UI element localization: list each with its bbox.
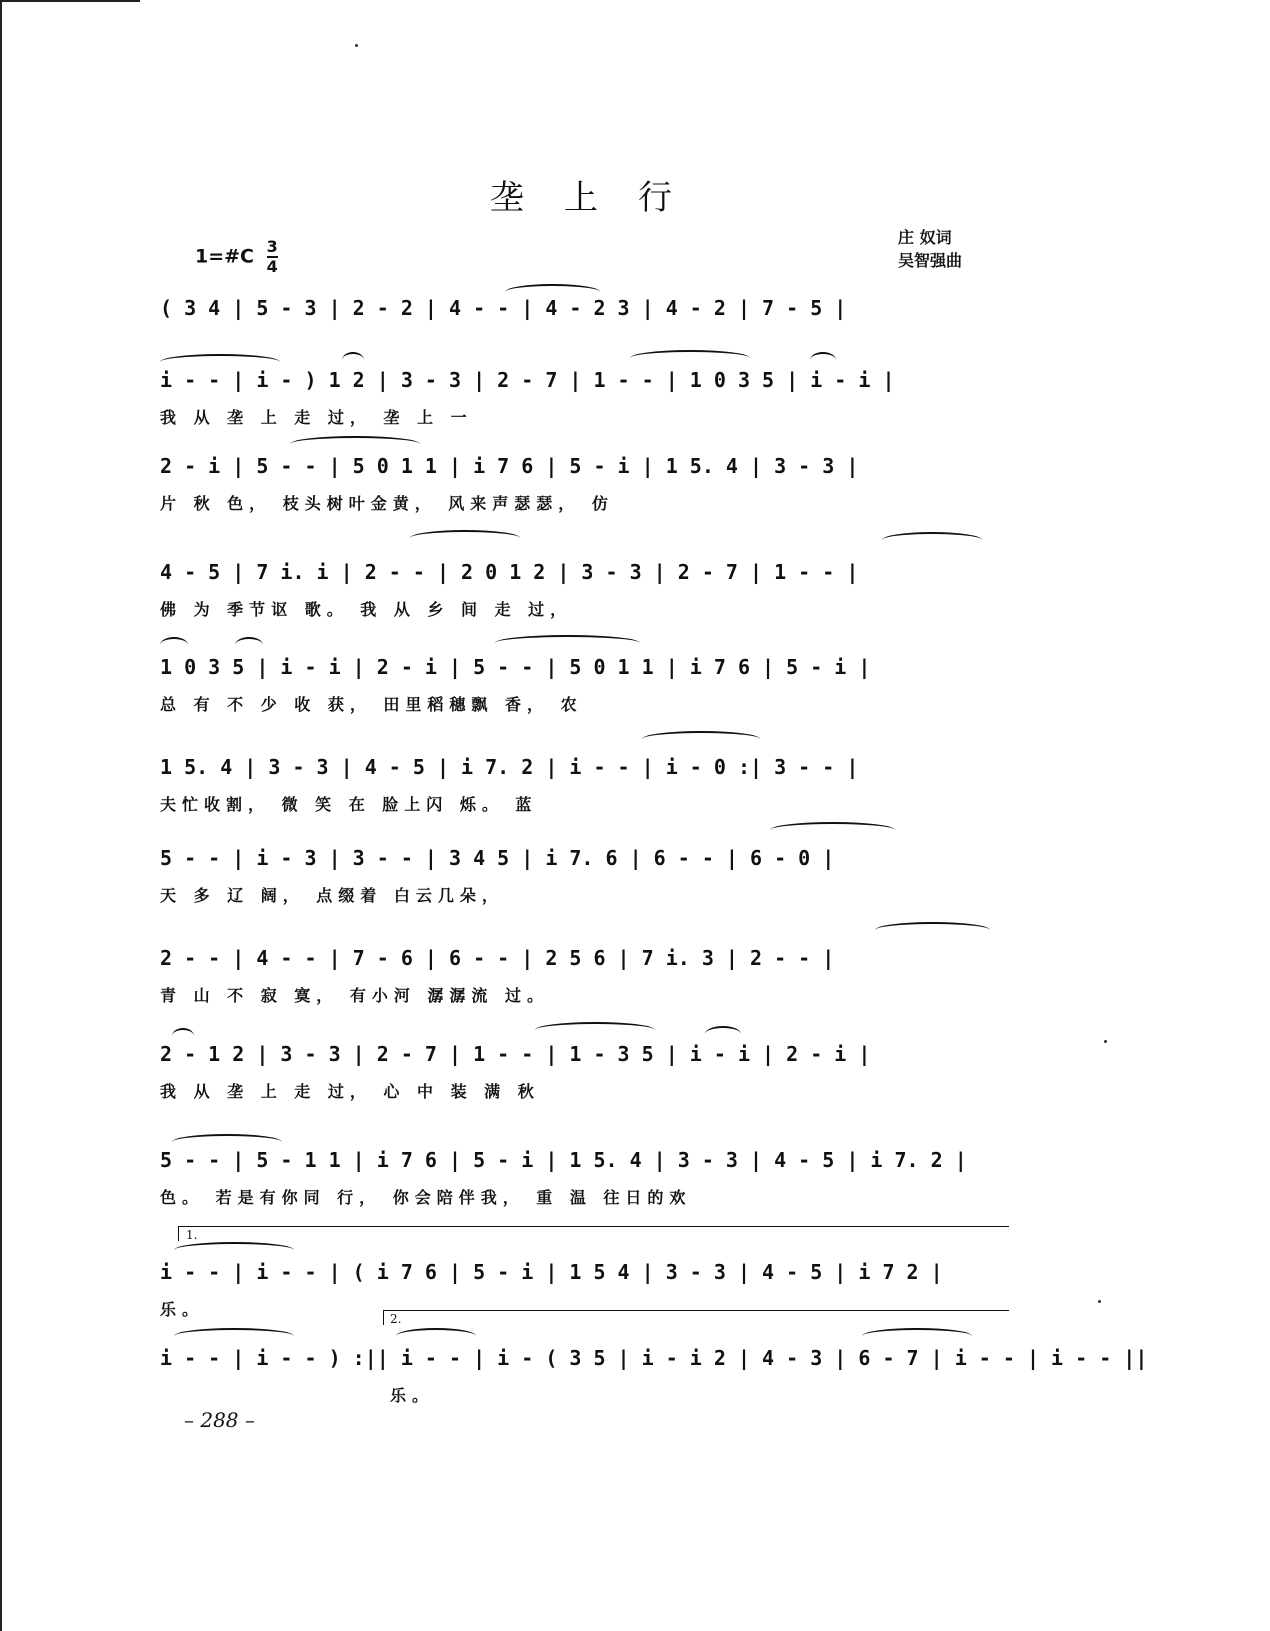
lyrics-line: 天 多 辽 阔， 点缀着 白云几朵， <box>160 886 504 905</box>
slur <box>172 1134 282 1150</box>
time-bottom: 4 <box>266 257 278 276</box>
score-row-9 <box>160 1032 1040 1136</box>
lyrics-line: 我 从 垄 上 走 过， 垄 上 一 <box>160 408 473 427</box>
time-signature <box>267 238 278 276</box>
notes-line: i - - | i - - ) :|| i - - | i - ( 3 5 | i - i 2 | 4 - 3 | 6 - 7 | i - - | i - - || <box>160 1346 1148 1370</box>
time-top: 3 <box>266 237 278 256</box>
notes-line: i - - | i - - | ( i 7 6 | 5 - i | 1 5 4 | 3 - 3 | 4 - 5 | i 7 2 | <box>160 1260 943 1284</box>
score-row-6 <box>160 745 1040 849</box>
slur <box>770 822 895 838</box>
lyrics-line: 我 从 垄 上 走 过， 心 中 装 满 秋 <box>160 1082 540 1101</box>
notes-line: 5 - - | 5 - 1 1 | i 7 6 | 5 - i | 1 5. 4 | 3 - 3 | 4 - 5 | i 7. 2 | <box>160 1148 967 1172</box>
notes-line: 2 - - | 4 - - | 7 - 6 | 6 - - | 2 5 6 | 7 i. 3 | 2 - - | <box>160 946 835 970</box>
slur <box>495 635 640 651</box>
volta-1-bracket <box>178 1226 1009 1241</box>
composer: 吴智强曲 <box>898 251 963 270</box>
slur <box>630 350 750 366</box>
page-number: – 288 – <box>184 1408 255 1432</box>
score-row-5 <box>160 645 1040 749</box>
lyrics-line <box>160 334 1040 358</box>
slur <box>174 1242 294 1258</box>
lyrics-line: 乐。 <box>390 1386 435 1405</box>
slur <box>705 1026 741 1042</box>
slur <box>290 436 420 452</box>
volta-1-label: 1. <box>186 1228 198 1242</box>
lyrics-line: 夫忙收割， 微 笑 在 脸上闪 烁。 蓝 <box>160 795 538 814</box>
lyrics-line: 乐。 <box>160 1300 205 1319</box>
slur <box>535 1022 655 1038</box>
scan-speck <box>1104 1040 1107 1043</box>
slur <box>810 352 836 368</box>
slur <box>882 532 982 548</box>
notes-line: 2 - i | 5 - - | 5 0 1 1 | i 7 6 | 5 - i | 1 5. 4 | 3 - 3 | <box>160 454 859 478</box>
notes-line: ( 3 4 | 5 - 3 | 2 - 2 | 4 - - | 4 - 2 3 | 4 - 2 | 7 - 5 | <box>160 296 847 320</box>
credits <box>898 226 962 272</box>
slur <box>172 1028 194 1044</box>
scan-edge <box>0 0 2 1631</box>
slur <box>342 352 364 368</box>
scan-speck <box>355 44 358 47</box>
volta-2-label: 2. <box>390 1312 402 1326</box>
slur <box>174 1328 294 1344</box>
volta-2-bracket <box>383 1310 1009 1325</box>
slur <box>642 731 760 747</box>
slur <box>396 1328 476 1344</box>
slur <box>862 1328 972 1344</box>
slur <box>875 922 990 938</box>
notes-line: 1 0 3 5 | i - i | 2 - i | 5 - - | 5 0 1 1 | i 7 6 | 5 - i | <box>160 655 871 679</box>
lyrics-line: 青 山 不 寂 寞， 有小河 潺潺流 过。 <box>160 986 549 1005</box>
key-signature <box>195 238 278 276</box>
slur <box>410 530 520 546</box>
notes-line: i - - | i - ) 1 2 | 3 - 3 | 2 - 7 | 1 - - | 1 0 3 5 | i - i | <box>160 368 895 392</box>
scan-top-line <box>0 0 140 2</box>
key-label: 1=#C <box>195 245 255 268</box>
slur <box>505 284 600 300</box>
slur <box>160 637 188 653</box>
scan-speck <box>1098 1300 1101 1303</box>
lyricist: 庄 奴词 <box>898 228 952 247</box>
notes-line: 5 - - | i - 3 | 3 - - | 3 4 5 | i 7. 6 | 6 - - | 6 - 0 | <box>160 846 835 870</box>
slur <box>160 354 280 370</box>
lyrics-line: 总 有 不 少 收 获， 田里稻穗飘 香， 农 <box>160 695 583 714</box>
score-row-12 <box>160 1336 1148 1440</box>
notes-line: 2 - 1 2 | 3 - 3 | 2 - 7 | 1 - - | 1 - 3 5 | i - i | 2 - i | <box>160 1042 871 1066</box>
notes-line: 4 - 5 | 7 i. i | 2 - - | 2 0 1 2 | 3 - 3 | 2 - 7 | 1 - - | <box>160 560 859 584</box>
song-title: 垄上行 <box>490 178 712 218</box>
lyrics-line: 片 秋 色， 枝头树叶金黄， 风来声瑟瑟， 仿 <box>160 494 614 513</box>
lyrics-line: 佛 为 季节讴 歌。 我 从 乡 间 走 过， <box>160 600 573 619</box>
lyrics-line: 色。 若是有你同 行， 你会陪伴我， 重 温 往日的欢 <box>160 1188 692 1207</box>
notes-line: 1 5. 4 | 3 - 3 | 4 - 5 | i 7. 2 | i - - | i - 0 :| 3 - - | <box>160 755 859 779</box>
slur <box>235 637 263 653</box>
